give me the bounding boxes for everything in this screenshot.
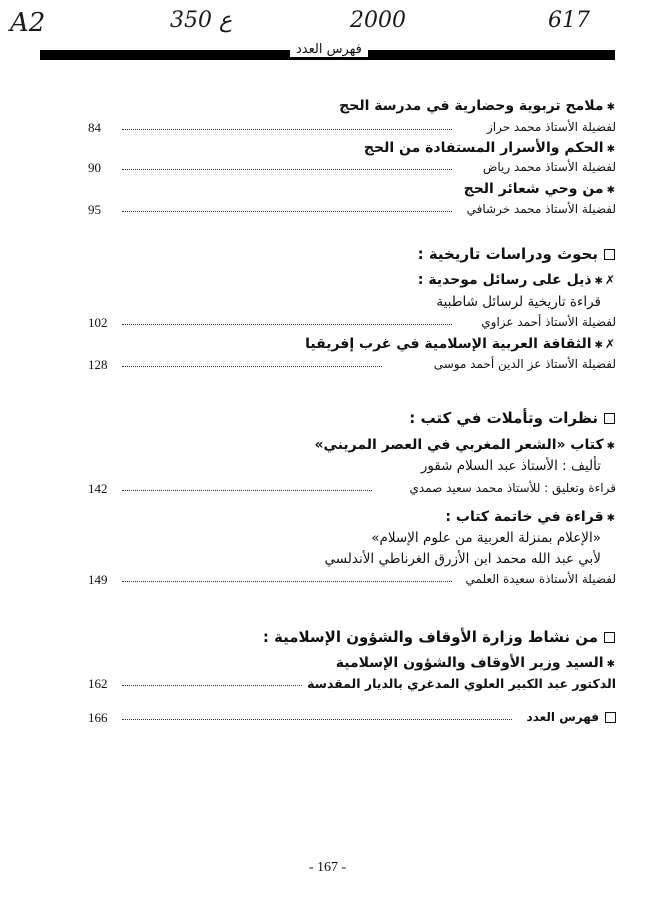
dot-leader (122, 490, 372, 491)
page-number: 149 (88, 572, 108, 587)
section-heading: فهرس العدد (523, 710, 616, 724)
checkbox-square-icon (604, 249, 615, 260)
checkbox-square-icon (605, 712, 616, 723)
entry-subtitle: «الإعلام بمنزلة العربية من علوم الإسلام» (371, 530, 601, 546)
entry-author: لفضيلة الأستاذ محمد حراز (483, 120, 616, 134)
checkbox-square-icon (604, 413, 615, 424)
dot-leader (122, 366, 382, 367)
entry-title[interactable]: ✱ملامح تربوية وحضارية في مدرسة الحج (339, 98, 615, 114)
dot-leader (122, 324, 452, 325)
page-number: 142 (88, 481, 108, 496)
bullet-star-icon: ✱ (606, 513, 615, 524)
section-heading[interactable]: نظرات وتأملات في كتب : (409, 409, 615, 427)
handwritten-page: 617 (548, 8, 590, 33)
check-mark-icon: ✗ (604, 273, 615, 287)
page-number: 84 (88, 120, 101, 135)
entry-row[interactable] (88, 572, 616, 590)
handwritten-ref: A2 (10, 8, 46, 38)
bullet-star-icon: ✱ (594, 276, 603, 287)
section-heading[interactable]: من نشاط وزارة الأوقاف والشؤون الإسلامية : (263, 628, 615, 646)
page-number: 166 (88, 710, 108, 725)
dot-leader (122, 719, 512, 720)
bullet-star-icon: ✱ (606, 102, 615, 113)
page-number: 95 (88, 202, 101, 217)
page-footer-number: - 167 - (308, 860, 347, 875)
entry-title[interactable]: ✱من وحي شعائر الحج (463, 181, 615, 197)
dot-leader (122, 129, 452, 130)
bullet-star-icon: ✱ (606, 659, 615, 670)
bullet-star-icon: ✱ (606, 441, 615, 452)
entry-subtitle: لأبي عبد الله محمد ابن الأزرق الغرناطي الأندلسي (324, 551, 601, 567)
entry-subtitle: قراءة تاريخية لرسائل شاطبية (436, 294, 601, 310)
checkbox-square-icon (604, 632, 615, 643)
entry-author: لفضيلة الأستاذ عز الدين أحمد موسى (430, 357, 616, 371)
page-number: 90 (88, 160, 101, 175)
entry-author: قراءة وتعليق : للأستاذ محمد سعيد صمدي (405, 481, 616, 495)
entry-subtitle: تأليف : الأستاذ عبد السلام شقور (420, 458, 601, 474)
entry-author: لفضيلة الأستاذ محمد خرشافي (463, 202, 616, 216)
entry-row[interactable] (88, 481, 616, 499)
entry-title[interactable]: ✗✱الثقافة العربية الإسلامية في غرب إفريقيا (305, 336, 615, 352)
entry-title[interactable]: ✗✱ذيل على رسائل موحدية : (417, 272, 615, 288)
entry-title[interactable]: ✱كتاب «الشعر المغربي في العصر المريني» (314, 437, 615, 453)
dot-leader (122, 581, 452, 582)
entry-title[interactable]: ✱الحكم والأسرار المستفادة من الحج (363, 140, 615, 156)
entry-title[interactable]: ✱قراءة في خاتمة كتاب : (445, 509, 615, 525)
dot-leader (122, 169, 452, 170)
entry-row[interactable] (88, 202, 616, 220)
bullet-star-icon: ✱ (606, 144, 615, 155)
entry-author: لفضيلة الأستاذ محمد رياض (479, 160, 616, 174)
page-number: 128 (88, 357, 108, 372)
entry-row[interactable] (88, 120, 616, 138)
dot-leader (122, 211, 452, 212)
entry-row[interactable] (88, 710, 616, 728)
entry-row[interactable] (88, 315, 616, 333)
entry-author: لفضيلة الأستاذة سعيدة العلمي (462, 572, 617, 586)
entry-author: لفضيلة الأستاذ أحمد عزاوي (477, 315, 616, 329)
page-number: 162 (88, 676, 108, 691)
header-title: فهرس العدد (290, 42, 368, 57)
bullet-star-icon: ✱ (606, 185, 615, 196)
bullet-star-icon: ✱ (594, 340, 603, 351)
handwritten-year: 2000 (350, 8, 406, 33)
entry-title[interactable]: ✱السيد وزير الأوقاف والشؤون الإسلامية (335, 655, 615, 671)
handwritten-volume: 350 ع (170, 8, 233, 33)
entry-row[interactable] (88, 357, 616, 375)
page-number: 102 (88, 315, 108, 330)
entry-row[interactable] (88, 676, 616, 694)
check-mark-icon: ✗ (604, 337, 615, 351)
entry-row[interactable] (88, 160, 616, 178)
entry-author: الدكتور عبد الكبير العلوي المدغري بالديار المقدسة (303, 676, 616, 691)
section-heading[interactable]: بحوث ودراسات تاريخية : (418, 245, 615, 263)
